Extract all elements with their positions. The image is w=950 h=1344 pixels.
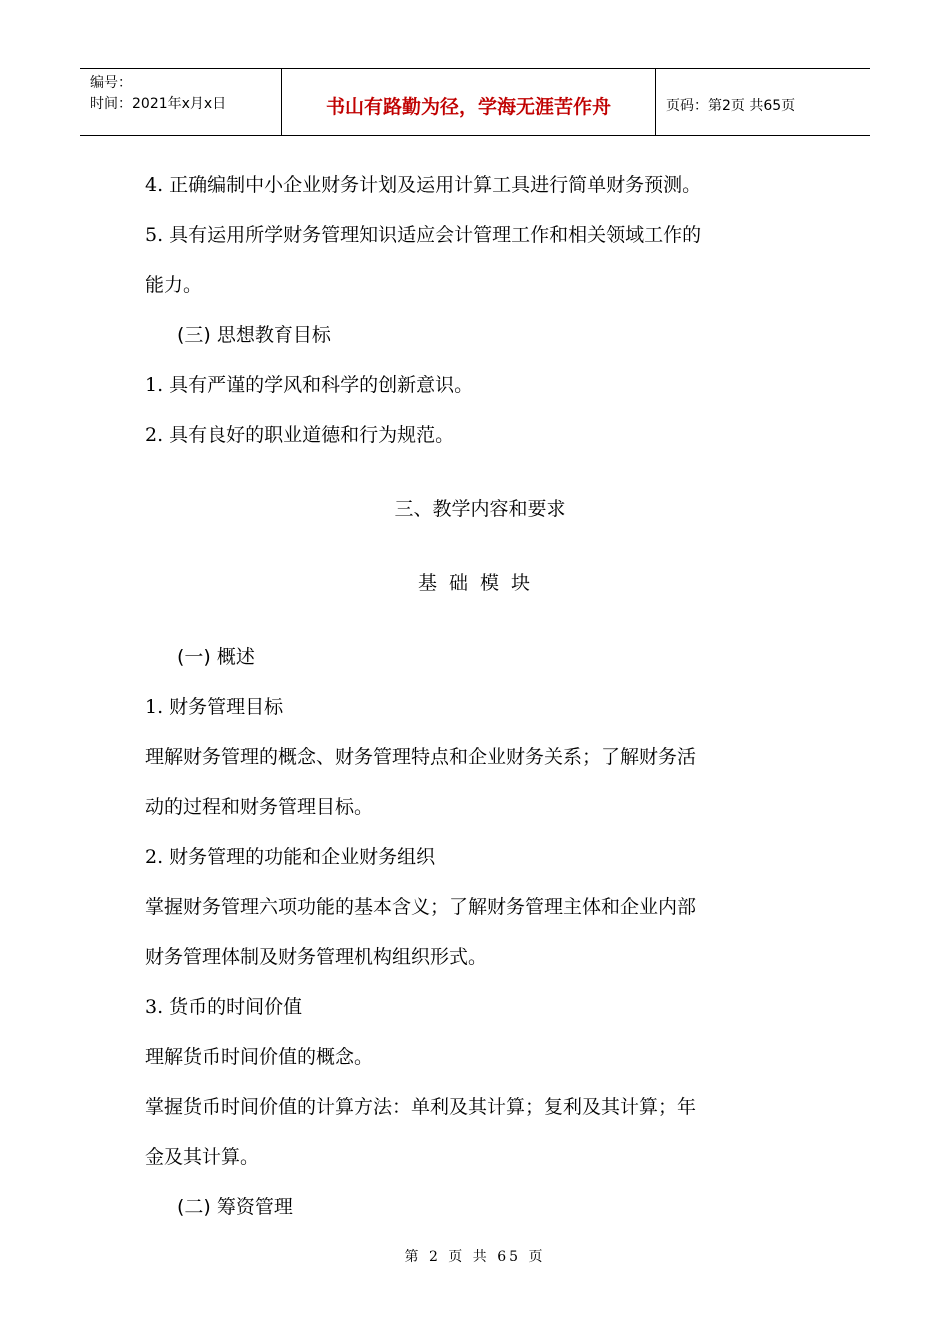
paragraph: 理解货币时间价值的概念。: [145, 1046, 374, 1068]
header-time: 时间：2021年x月x日: [90, 96, 227, 112]
header-number: 编号：: [90, 75, 132, 91]
subheading: (一) 概述: [177, 646, 255, 668]
paragraph: 1. 财务管理目标: [145, 696, 284, 718]
document-body: [145, 160, 815, 1232]
header-page-info: 页码：第2页 共65页: [666, 98, 796, 114]
header-meta: [80, 69, 282, 135]
module-title: 基础模块: [417, 572, 542, 594]
document-header: [80, 68, 870, 136]
page-footer: 第 2 页 共 65 页: [404, 1249, 546, 1265]
paragraph: 4. 正确编制中小企业财务计划及运用计算工具进行简单财务预测。: [145, 174, 702, 196]
paragraph: 财务管理体制及财务管理机构组织形式。: [145, 946, 488, 968]
header-motto: 书山有路勤为径，学海无涯苦作舟: [282, 69, 656, 135]
paragraph: 3. 货币的时间价值: [145, 996, 303, 1018]
paragraph: 金及其计算。: [145, 1146, 260, 1168]
paragraph: 5. 具有运用所学财务管理知识适应会计管理工作和相关领域工作的: [145, 224, 702, 246]
subheading: (三) 思想教育目标: [177, 324, 331, 346]
subheading: (二) 筹资管理: [177, 1196, 293, 1218]
section-title: 三、教学内容和要求: [394, 498, 566, 520]
paragraph: 能力。: [145, 274, 203, 296]
paragraph: 动的过程和财务管理目标。: [145, 796, 374, 818]
paragraph: 理解财务管理的概念、财务管理特点和企业财务关系；了解财务活: [145, 746, 697, 768]
paragraph: 2. 财务管理的功能和企业财务组织: [145, 846, 436, 868]
paragraph: 1. 具有严谨的学风和科学的创新意识。: [145, 374, 474, 396]
paragraph: 掌握货币时间价值的计算方法：单利及其计算；复利及其计算；年: [145, 1096, 697, 1118]
paragraph: 2. 具有良好的职业道德和行为规范。: [145, 424, 455, 446]
paragraph: 掌握财务管理六项功能的基本含义；了解财务管理主体和企业内部: [145, 896, 697, 918]
